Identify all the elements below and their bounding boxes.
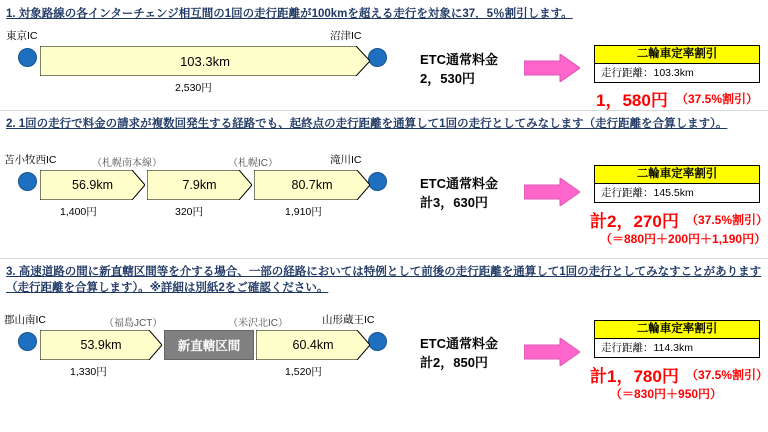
node-label-end: 滝川IC: [330, 154, 362, 166]
segment-label: 新直轄区間: [177, 339, 241, 353]
result-breakdown: （＝830円＋950円）: [610, 387, 723, 401]
segment-1: [40, 170, 145, 200]
section-3-heading: 3. 高速道路の間に新直轄区間等を介する場合、一部の経路においては特例として前後の走行距離を通算して1回の走行としてみなすことがあります（走行距離を合算します）。※詳細は別紙2をご確認ください。: [6, 266, 762, 294]
segment-distance: 56.9km: [72, 178, 113, 192]
panel-distance: 走行距離：103.3km: [601, 67, 694, 79]
node-start: [18, 48, 37, 67]
segment-3: [254, 170, 370, 200]
node-label-end: 沼津IC: [330, 30, 362, 42]
pink-arrow-icon: [524, 54, 580, 87]
node-end: [368, 332, 387, 351]
result-amount: 1，580円: [596, 91, 668, 110]
segment-fee: 1,520円: [285, 366, 322, 378]
section-1-diagram: [0, 28, 768, 108]
divider-1: [0, 110, 768, 111]
divider-2: [0, 258, 768, 259]
result-note: （37.5%割引）: [686, 368, 768, 382]
pink-arrow-icon: [524, 338, 580, 371]
node-end: [368, 172, 387, 191]
node-end: [368, 48, 387, 67]
section-2-diagram: [0, 152, 768, 246]
result-breakdown: （＝880円＋200円＋1,190円）: [600, 232, 767, 246]
segment-fee: 2,530円: [175, 82, 212, 94]
panel-distance: 走行距離：114.3km: [601, 342, 693, 354]
node-label-start: 苫小牧西IC: [4, 154, 57, 166]
segment-1: [40, 330, 162, 360]
node-label-mid-1: （福島JCT）: [104, 318, 163, 329]
etc-fee-value: 2，530円: [420, 71, 475, 86]
etc-fee-value: 計3，630円: [420, 195, 488, 210]
node-start: [18, 332, 37, 351]
segment-2-gray: [164, 330, 254, 360]
etc-fee-block: [420, 334, 498, 372]
discount-panel: [594, 45, 760, 83]
result-amount: 計1，780円: [590, 367, 679, 386]
node-label-start: 郡山南IC: [4, 314, 46, 326]
segment-distance: 60.4km: [292, 338, 334, 352]
segment-1: [40, 46, 370, 76]
etc-fee-caption: ETC通常料金: [420, 176, 499, 191]
panel-title: 二輪車定率割引: [595, 46, 759, 64]
segment-distance: 103.3km: [180, 53, 230, 69]
section-1-heading: 1. 対象路線の各インターチェンジ相互間の1回の走行距離が100kmを超える走行を対象に37．5％割引します。: [6, 8, 573, 20]
node-label-end: 山形蔵王IC: [322, 314, 375, 326]
panel-distance: 走行距離：145.5km: [601, 187, 694, 199]
segment-2: [147, 170, 252, 200]
node-label-mid-2: （札幌IC）: [228, 158, 278, 169]
section-2-heading: 2. 1回の走行で料金の請求が複数回発生する経路でも、起終点の走行距離を通算して1回の走行としてみなします（走行距離を合算します）。: [6, 118, 728, 130]
node-label-mid-2: （米沢北IC）: [228, 318, 288, 329]
section-3: [0, 264, 768, 296]
section-3-diagram: [0, 312, 768, 407]
etc-fee-value: 計2，850円: [420, 355, 488, 370]
segment-distance: 53.9km: [80, 338, 122, 352]
section-2: [0, 116, 768, 132]
segment-distance: 7.9km: [182, 178, 217, 192]
discount-panel: [594, 320, 760, 358]
segment-fee: 1,910円: [285, 206, 322, 218]
segment-3: [256, 330, 370, 360]
segment-fee: 1,330円: [70, 366, 107, 378]
etc-fee-block: [420, 50, 498, 88]
discount-panel: [594, 165, 760, 203]
panel-title: 二輪車定率割引: [595, 166, 759, 184]
node-label-mid-1: （札幌南本線）: [92, 158, 162, 169]
node-start: [18, 172, 37, 191]
segment-fee: 1,400円: [60, 206, 97, 218]
node-label-start: 東京IC: [6, 30, 38, 42]
result-amount: 計2，270円: [590, 212, 679, 231]
result-note: （37.5%割引）: [676, 92, 759, 106]
pink-arrow-icon: [524, 178, 580, 211]
section-1: [0, 6, 768, 22]
segment-fee: 320円: [175, 206, 204, 218]
segment-distance: 80.7km: [291, 178, 333, 192]
etc-fee-caption: ETC通常料金: [420, 52, 499, 67]
panel-title: 二輪車定率割引: [595, 321, 759, 339]
etc-fee-caption: ETC通常料金: [420, 336, 499, 351]
etc-fee-block: [420, 174, 498, 212]
result-note: （37.5%割引）: [686, 213, 768, 227]
